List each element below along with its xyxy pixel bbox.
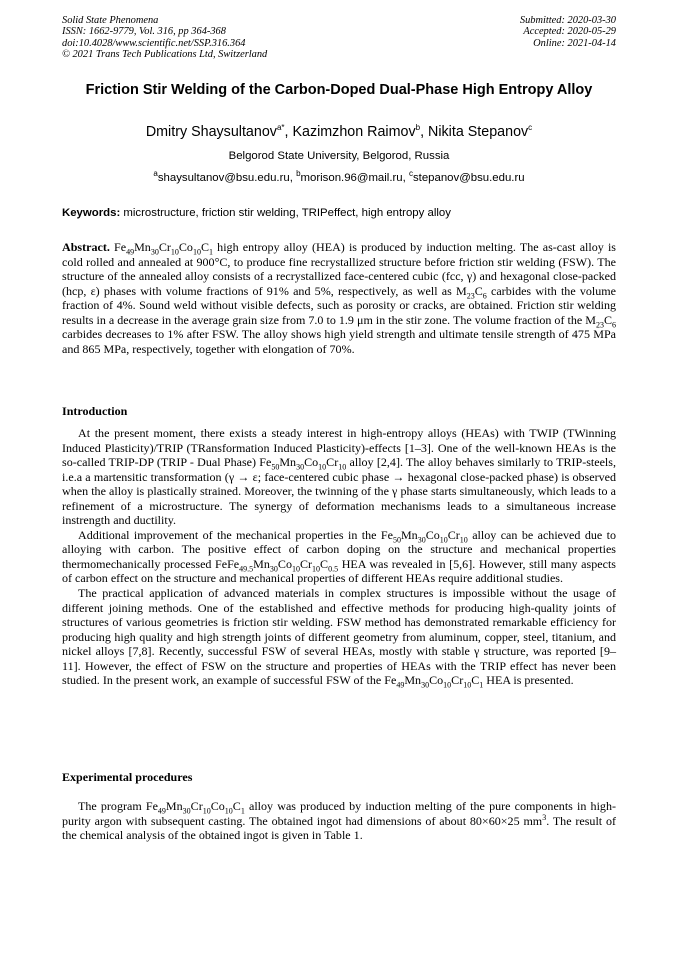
journal-name: Solid State Phenomena — [62, 15, 159, 26]
email-link[interactable]: shaysultanov@bsu.edu.ru — [157, 172, 290, 184]
author-mark: b — [415, 123, 421, 133]
paragraph: The practical application of advanced materials in complex structures is impossible without the usage of different joining methods. One of the established and effective methods for producing high-quality joints of structures of various geometries is friction stir welding. FSW method has demonstrated remarkable efficiency for producing high quality and high strength joints of different geometry from aluminum, copper, steel, titanium, and nickel alloys [7,8]. Recently, successful FSW of several HEAs, mostly with stable γ structure, was reported [9–11]. However, the effect of FSW on the structure and properties of HEAs with the TRIP effect has never been studied. In the present work, an example of successful FSW of the $Fe_{49}Mn_{30}Co_{10}Cr_{10}C_1$ HEA is presented. — [62, 586, 616, 690]
email-mark: c — [408, 169, 413, 179]
paper-title: Friction Stir Welding of the Carbon-Doped Dual-Phase High Entropy Alloy — [85, 82, 593, 98]
experimental-heading: Experimental procedures — [62, 770, 193, 784]
author-name: Dmitry Shaysultanov — [145, 124, 277, 140]
author-name: Kazimzhon Raimov — [292, 124, 416, 140]
author-mark: c — [528, 123, 533, 133]
email-link[interactable]: morison.96@mail.ru — [300, 172, 403, 184]
paragraph: Additional improvement of the mechanical properties in the $Fe_{50}Mn_{30}Co_{10}Cr_{10}$ alloy can be achieved due to alloying with carbon. The positive effect of carbon doping on the structure and mechanical properties thermomechanically processed $FeFe_{49.5}Mn_{30}Co_{10}Cr_{10}C_{0.5}$ HEA was revealed in [5,6]. However, still many aspects of carbon effect on the structure and mechanical properties of different HEAs require additional studies. — [62, 527, 616, 586]
author-mark: a* — [276, 123, 285, 133]
accepted-date: Accepted: 2020-05-29 — [523, 26, 616, 38]
online-date: Online: 2021-04-14 — [533, 37, 616, 49]
publication-dates — [520, 15, 616, 49]
introduction-body — [62, 426, 616, 688]
author-list: Dmitry Shaysultanov$^{a*}$, Kazimzhon Raimov$^b$, Nikita Stepanov$^c$ — [145, 123, 533, 140]
email-link[interactable]: stepanov@bsu.edu.ru — [412, 172, 525, 184]
experimental-body — [62, 799, 616, 843]
affiliation: Belgorod State University, Belgorod, Russia — [228, 150, 450, 162]
email-mark: a — [153, 169, 158, 179]
abstract-label: Abstract. — [62, 240, 110, 254]
author-name: Nikita Stepanov — [428, 124, 529, 140]
email-list: $^a$shaysultanov@bsu.edu.ru, $^b$morison.96@mail.ru, $^c$stepanov@bsu.edu.ru — [153, 169, 525, 184]
keywords-label: Keywords: — [62, 207, 121, 219]
doi-link[interactable]: doi:10.4028/www.scientific.net/SSP.316.364 — [62, 37, 246, 49]
paragraph: The program $Fe_{49}Mn_{30}Cr_{10}Co_{10}C_1$ alloy was produced by induction melting of the pure components in high-purity argon with subsequent casting. The obtained ingot had dimensions of about 80×60×25 $mm^3$. The result of the chemical analysis of the obtained ingot is given in Table 1. — [62, 799, 617, 843]
email-mark: b — [296, 169, 301, 179]
issn: ISSN: 1662-9779, Vol. 316, pp 364-368 — [62, 26, 226, 38]
journal-info — [62, 15, 267, 61]
paragraph: At the present moment, there exists a steady interest in high-entropy alloys (HEAs) with TWIP (TWinning Induced Plasticity)/TRIP (TRansformation Induced Plasticity)-effects [1–3]. One of the well-known HEAs is the so-called TRIP-DP (TRIP - Dual Phase) $Fe_{50}Mn_{30}Co_{10}Cr_{10}$ alloy [2,4]. The alloy behaves similarly to TRIP-steels, i.e.a a martensitic transformation (γ → ε; face-centered cubic phase → hexagonal close-packed phase) is observed when the alloy is plastically strained. Moreover, the twinning of the γ phase starts simultaneously, which leads to a refinement of a microstructure. The synergy of deformation mechanisms leads to a simultaneous increase instrength and ductility. — [62, 426, 616, 528]
copyright: © 2021 Trans Tech Publications Ltd, Switzerland — [62, 49, 268, 61]
abstract: Abstract. $Fe_{49}Mn_{30}Cr_{10}Co_{10}C_1$ high entropy alloy (HEA) is produced by induction melting. The as-cast alloy is cold rolled and annealed at 900°C, to produce fine recrystallized structure before friction stir welding (FSW). The structure of the annealed alloy consists of a recrystallized face-centered cubic (fcc, γ) and hexagonal close-packed (hcp, ε) phases with volume fractions of 91% and 5%, respectively, as well as $M_{23}C_6$ carbides with the volume fraction of 4%. Sound weld without visible defects, such as porosity or cracks, are obtained. Friction stir welding results in a decrease in the average grain size from 7.0 to 1.9 μm in the stir zone. The volume fraction of the $M_{23}C_6$ carbides decreases to 1% after FSW. The alloy shows high yield strength and ultimate tensile strength of 475 MPa and 865 MPa, respectively, together with elongation of 70%. — [62, 240, 617, 356]
introduction-heading: Introduction — [62, 404, 128, 418]
keywords — [62, 206, 616, 220]
keywords-text: microstructure, friction stir welding, TRIPeffect, high entropy alloy — [123, 207, 451, 219]
submitted-date: Submitted: 2020-03-30 — [519, 15, 616, 26]
